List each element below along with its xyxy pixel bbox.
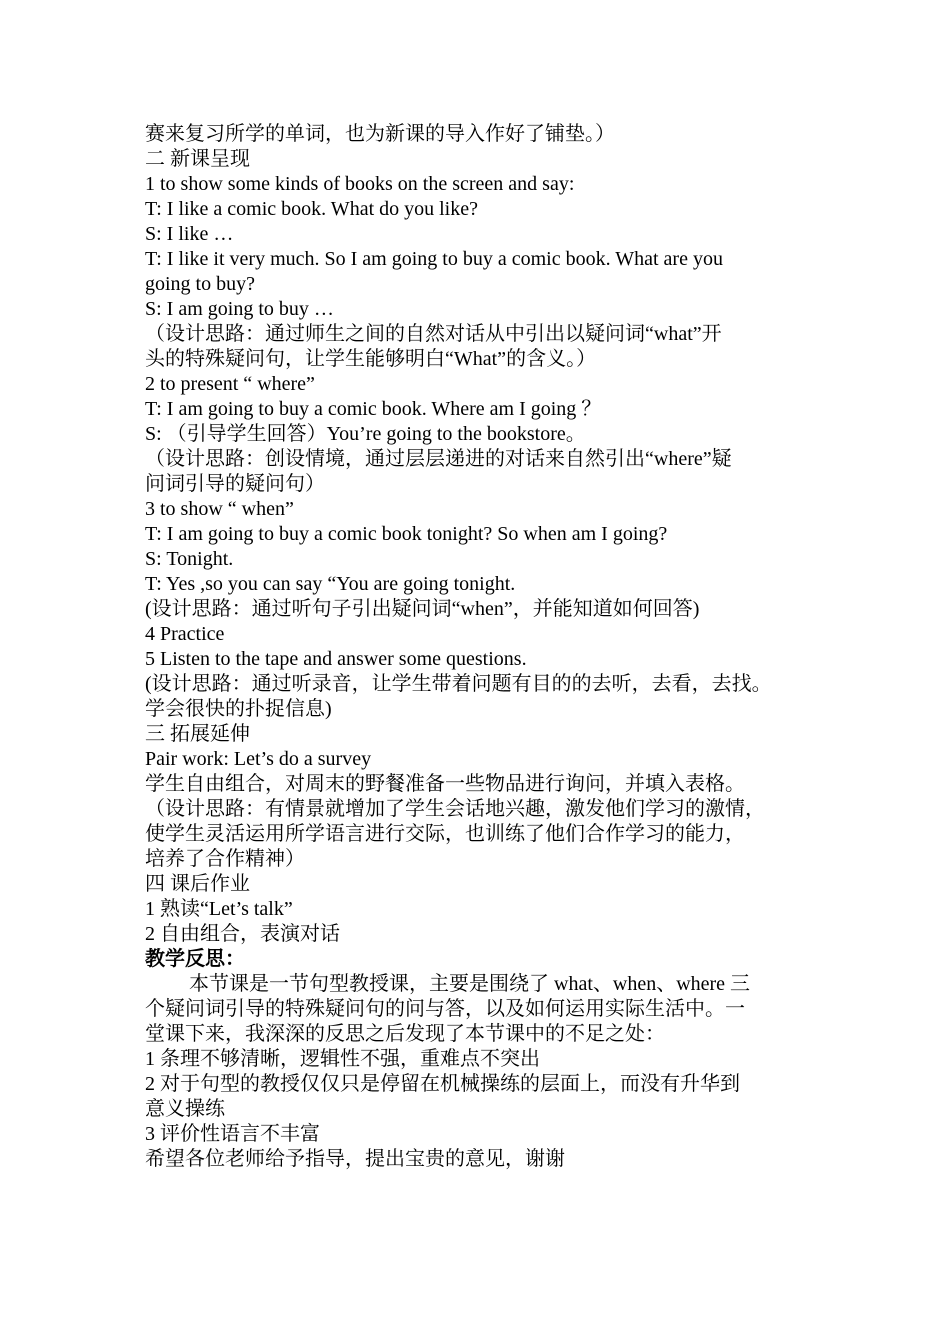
text-line: 2 自由组合，表演对话 <box>145 923 340 945</box>
text-line: 堂课下来，我深深的反思之后发现了本节课中的不足之处： <box>145 1023 665 1045</box>
text-line: 4 Practice <box>145 623 225 645</box>
text-line: （设计思路：创设情境，通过层层递进的对话来自然引出“where”疑 <box>145 448 732 470</box>
text-line: 头的特殊疑问句，让学生能够明白“What”的含义。） <box>145 348 597 370</box>
text-line: 个疑问词引导的特殊疑问句的问与答，以及如何运用实际生活中。一 <box>145 998 745 1020</box>
text-line: 1 to show some kinds of books on the screen and say: <box>145 173 575 195</box>
text-line: 问词引导的疑问句） <box>145 473 325 495</box>
section-heading: 三 拓展延伸 <box>145 723 250 745</box>
text-line: 使学生灵活运用所学语言进行交际，也训练了他们合作学习的能力， <box>145 823 745 845</box>
text-line: going to buy? <box>145 273 255 295</box>
text-line: 3 to show “ when” <box>145 498 294 520</box>
text-line: T: I am going to buy a comic book. Where am I going ？ <box>145 398 602 420</box>
text-line: 1 熟读“Let’s talk” <box>145 898 293 920</box>
text-line: (设计思路：通过听句子引出疑问词“when”，并能知道如何回答) <box>145 598 700 620</box>
text-line: (设计思路：通过听录音，让学生带着问题有目的的去听，去看，去找。 <box>145 673 772 695</box>
text-line: Pair work: Let’s do a survey <box>145 748 372 770</box>
text-line: 学生自由组合，对周末的野餐准备一些物品进行询问，并填入表格。 <box>145 773 745 795</box>
section-heading: 二 新课呈现 <box>145 148 250 170</box>
text-line: 培养了合作精神） <box>145 848 305 870</box>
text-line: T: Yes ,so you can say “You are going tonight. <box>145 573 516 595</box>
text-line: 赛来复习所学的单词，也为新课的导入作好了铺垫。） <box>145 123 615 145</box>
text-line: （设计思路：有情景就增加了学生会话地兴趣，激发他们学习的激情， <box>145 798 765 820</box>
text-line: 本节课是一节句型教授课，主要是围绕了 what、when、where 三 <box>189 973 751 995</box>
text-line: 5 Listen to the tape and answer some questions. <box>145 648 527 670</box>
text-line: 学会很快的扑捉信息) <box>145 698 332 720</box>
document-body <box>145 122 810 1172</box>
text-line: T: I like it very much. So I am going to buy a comic book. What are you <box>145 248 723 270</box>
text-line: T: I am going to buy a comic book tonight? So when am I going? <box>145 523 668 545</box>
text-line: S: Tonight. <box>145 548 234 570</box>
text-line: 3 评价性语言不丰富 <box>145 1123 320 1145</box>
reflection-heading: 教学反思： <box>145 948 245 970</box>
text-line: T: I like a comic book. What do you like? <box>145 198 478 220</box>
text-line: 1 条理不够清晰，逻辑性不强，重难点不突出 <box>145 1048 540 1070</box>
text-line: S: I like … <box>145 223 234 245</box>
section-heading: 四 课后作业 <box>145 873 250 895</box>
text-line: 意义操练 <box>145 1098 225 1120</box>
text-line: S: （引导学生回答）You’re going to the bookstore。 <box>145 423 586 445</box>
text-line: （设计思路：通过师生之间的自然对话从中引出以疑问词“what”开 <box>145 323 722 345</box>
text-line: 希望各位老师给予指导，提出宝贵的意见，谢谢 <box>145 1148 565 1170</box>
text-line: 2 对于句型的教授仅仅只是停留在机械操练的层面上，而没有升华到 <box>145 1073 740 1095</box>
text-line: S: I am going to buy … <box>145 298 334 320</box>
text-line: 2 to present “ where” <box>145 373 315 395</box>
